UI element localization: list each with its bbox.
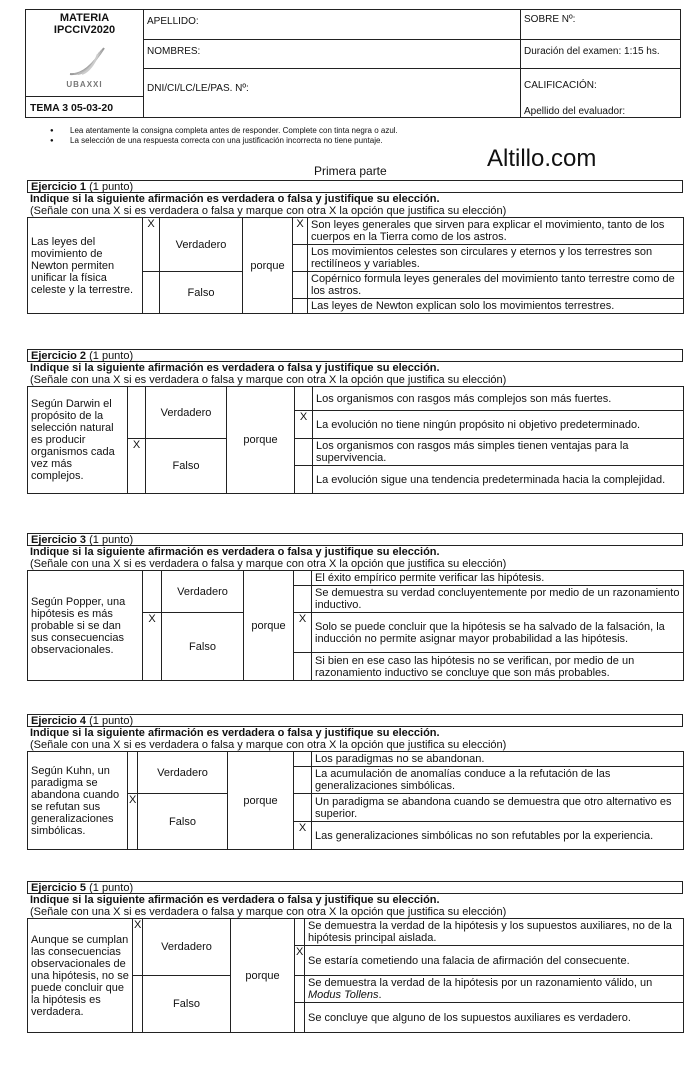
exam-header: [25, 9, 681, 118]
option-text: Se estaría cometiendo una falacia de afirmación del consecuente.: [305, 946, 684, 976]
option-checkbox[interactable]: [293, 299, 308, 314]
exercise-instruction: Indique si la siguiente afirmación es verdadera o falsa y justifique su elección.: [30, 546, 440, 558]
option-checkbox[interactable]: [295, 976, 305, 1003]
falso-checkbox[interactable]: [133, 976, 143, 1033]
option-text: Si bien en ese caso las hipótesis no se verifican, por medio de un razonamiento inductivo se concluye que son más probables.: [312, 653, 684, 681]
option-checkbox[interactable]: X: [295, 411, 313, 439]
exercise-1: [27, 180, 683, 314]
falso-checkbox[interactable]: [143, 272, 160, 314]
option-checkbox[interactable]: [294, 571, 312, 586]
exercise-3: [27, 533, 683, 681]
verdadero-checkbox[interactable]: [143, 571, 162, 613]
statement: Según Kuhn, un paradigma se abandona cuando se refutan sus generalizaciones simbólicas.: [28, 752, 128, 850]
verdadero-checkbox[interactable]: [128, 387, 146, 439]
answer-grid: [27, 918, 684, 1033]
option-checkbox[interactable]: [294, 794, 312, 822]
option-checkbox[interactable]: [295, 387, 313, 411]
exercise-5: [27, 881, 683, 1033]
exercise-subinstruction: (Señale con una X si es verdadera o falsa y marque con otra X la opción que justifica su elección): [30, 205, 507, 217]
option-text: Los movimientos celestes son circulares y eternos y los terrestres son rectilíneos y variables.: [308, 245, 684, 272]
evaluador-field[interactable]: Apellido del evaluador:: [524, 106, 626, 117]
verdadero-label: Verdadero: [138, 752, 228, 794]
option-checkbox[interactable]: X: [293, 218, 308, 245]
option-checkbox[interactable]: [295, 919, 305, 946]
statement: Aunque se cumplan las consecuencias observacionales de una hipótesis, no se puede concluir que la hipótesis es verdadera.: [28, 919, 133, 1033]
verdadero-label: Verdadero: [160, 218, 243, 272]
calificacion-field[interactable]: CALIFICACIÓN:: [524, 80, 597, 91]
answer-grid: [27, 570, 684, 681]
ubaxxi-logo-icon: [66, 46, 108, 78]
duracion-label: Duración del examen: 1:15 hs.: [524, 46, 660, 57]
option-text: Los paradigmas no se abandonan.: [312, 752, 684, 767]
verdadero-checkbox[interactable]: X: [143, 218, 160, 272]
logo-text: UBAXXI: [66, 80, 103, 89]
option-text: La evolución sigue una tendencia predeterminada hacia la complejidad.: [313, 466, 684, 494]
verdadero-checkbox[interactable]: X: [133, 919, 143, 976]
option-text: Copérnico formula leyes generales del movimiento tanto terrestre como de los astros.: [308, 272, 684, 299]
exercise-title: Ejercicio 5 (1 punto): [27, 881, 683, 894]
option-checkbox[interactable]: X: [295, 946, 305, 976]
exercise-subinstruction: (Señale con una X si es verdadera o falsa y marque con otra X la opción que justifica su elección): [30, 558, 507, 570]
exercise-4: [27, 714, 683, 850]
option-text: Solo se puede concluir que la hipótesis se ha salvado de la falsación, la inducción no permite asignar mayor probabilidad a las hipótesis.: [312, 613, 684, 653]
option-text: Los organismos con rasgos más complejos son más fuertes.: [313, 387, 684, 411]
sobre-field[interactable]: SOBRE Nº:: [524, 14, 576, 25]
statement: Según Darwin el propósito de la selección natural es producir organismos cada vez más complejos.: [28, 387, 128, 494]
falso-label: Falso: [162, 613, 244, 681]
porque-label: porque: [243, 218, 293, 314]
falso-checkbox[interactable]: X: [128, 794, 138, 850]
option-text: La evolución no tiene ningún propósito ni objetivo predeterminado.: [313, 411, 684, 439]
option-text: Un paradigma se abandona cuando se demuestra que otro alternativo es superior.: [312, 794, 684, 822]
option-text: Las generalizaciones simbólicas no son refutables por la experiencia.: [312, 822, 684, 850]
exercise-instruction: Indique si la siguiente afirmación es verdadera o falsa y justifique su elección.: [30, 193, 440, 205]
nombres-field[interactable]: NOMBRES:: [147, 46, 201, 57]
option-checkbox[interactable]: X: [294, 613, 312, 653]
falso-checkbox[interactable]: X: [128, 439, 146, 494]
exercise-subinstruction: (Señale con una X si es verdadera o falsa y marque con otra X la opción que justifica su elección): [30, 374, 507, 386]
option-checkbox[interactable]: [294, 653, 312, 681]
exercise-title: Ejercicio 1 (1 punto): [27, 180, 683, 193]
porque-label: porque: [244, 571, 294, 681]
falso-label: Falso: [143, 976, 231, 1033]
exercise-2: [27, 349, 683, 494]
falso-label: Falso: [146, 439, 227, 494]
option-text: Se demuestra su verdad concluyentemente por medio de un razonamiento inductivo.: [312, 586, 684, 613]
verdadero-label: Verdadero: [143, 919, 231, 976]
option-text: Los organismos con rasgos más simples tienen ventajas para la supervivencia.: [313, 439, 684, 466]
porque-label: porque: [227, 387, 295, 494]
watermark: Altillo.com: [487, 145, 597, 172]
answer-grid: [27, 386, 684, 494]
instruction-item: ● La selección de una respuesta correcta con una justificación incorrecta no tiene puntaje.: [50, 136, 398, 146]
exercise-instruction: Indique si la siguiente afirmación es verdadera o falsa y justifique su elección.: [30, 362, 440, 374]
option-text: Se concluye que alguno de los supuestos auxiliares es verdadero.: [305, 1003, 684, 1033]
materia-label: MATERIA IPCCIV2020: [53, 12, 116, 36]
statement: Las leyes del movimiento de Newton permiten unificar la física celeste y la terrestre.: [28, 218, 143, 314]
answer-grid: [27, 217, 684, 314]
option-text: Se demuestra la verdad de la hipótesis y los supuestos auxiliares, no de la hipótesis principal aislada.: [305, 919, 684, 946]
falso-checkbox[interactable]: X: [143, 613, 162, 681]
exercise-instruction: Indique si la siguiente afirmación es verdadera o falsa y justifique su elección.: [30, 894, 440, 906]
exercise-subinstruction: (Señale con una X si es verdadera o falsa y marque con otra X la opción que justifica su elección): [30, 906, 507, 918]
option-checkbox[interactable]: [295, 439, 313, 466]
falso-label: Falso: [138, 794, 228, 850]
option-text: Se demuestra la verdad de la hipótesis por un razonamiento válido, un Modus Tollens.: [305, 976, 684, 1003]
instruction-item: ● Lea atentamente la consigna completa antes de responder. Complete con tinta negra o azul.: [50, 126, 398, 136]
option-text: El éxito empírico permite verificar las hipótesis.: [312, 571, 684, 586]
option-checkbox[interactable]: [294, 586, 312, 613]
answer-grid: [27, 751, 684, 850]
apellido-field[interactable]: APELLIDO:: [147, 16, 199, 27]
exercise-title: Ejercicio 2 (1 punto): [27, 349, 683, 362]
option-checkbox[interactable]: [294, 752, 312, 767]
option-checkbox[interactable]: [294, 767, 312, 794]
tema-label: TEMA 3 05-03-20: [30, 102, 114, 114]
option-text: Las leyes de Newton explican solo los movimientos terrestres.: [308, 299, 684, 314]
option-text: Son leyes generales que sirven para explicar el movimiento, tanto de los cuerpos en la Tierra como de los astros.: [308, 218, 684, 245]
exercise-subinstruction: (Señale con una X si es verdadera o falsa y marque con otra X la opción que justifica su elección): [30, 739, 507, 751]
porque-label: porque: [228, 752, 294, 850]
verdadero-label: Verdadero: [146, 387, 227, 439]
exercise-instruction: Indique si la siguiente afirmación es verdadera o falsa y justifique su elección.: [30, 727, 440, 739]
dni-field[interactable]: DNI/CI/LC/LE/PAS. Nº:: [147, 83, 249, 94]
option-checkbox[interactable]: X: [294, 822, 312, 850]
option-checkbox[interactable]: [293, 245, 308, 272]
verdadero-checkbox[interactable]: [128, 752, 138, 794]
statement: Según Popper, una hipótesis es más probable si se dan sus consecuencias observacionales.: [28, 571, 143, 681]
exercise-title: Ejercicio 4 (1 punto): [27, 714, 683, 727]
instructions: [50, 126, 398, 146]
option-text: La acumulación de anomalías conduce a la refutación de las generalizaciones simbólicas.: [312, 767, 684, 794]
option-checkbox[interactable]: [295, 1003, 305, 1033]
porque-label: porque: [231, 919, 295, 1033]
option-checkbox[interactable]: [293, 272, 308, 299]
option-checkbox[interactable]: [295, 466, 313, 494]
falso-label: Falso: [160, 272, 243, 314]
verdadero-label: Verdadero: [162, 571, 244, 613]
section-title: Primera parte: [314, 164, 387, 178]
exercise-title: Ejercicio 3 (1 punto): [27, 533, 683, 546]
